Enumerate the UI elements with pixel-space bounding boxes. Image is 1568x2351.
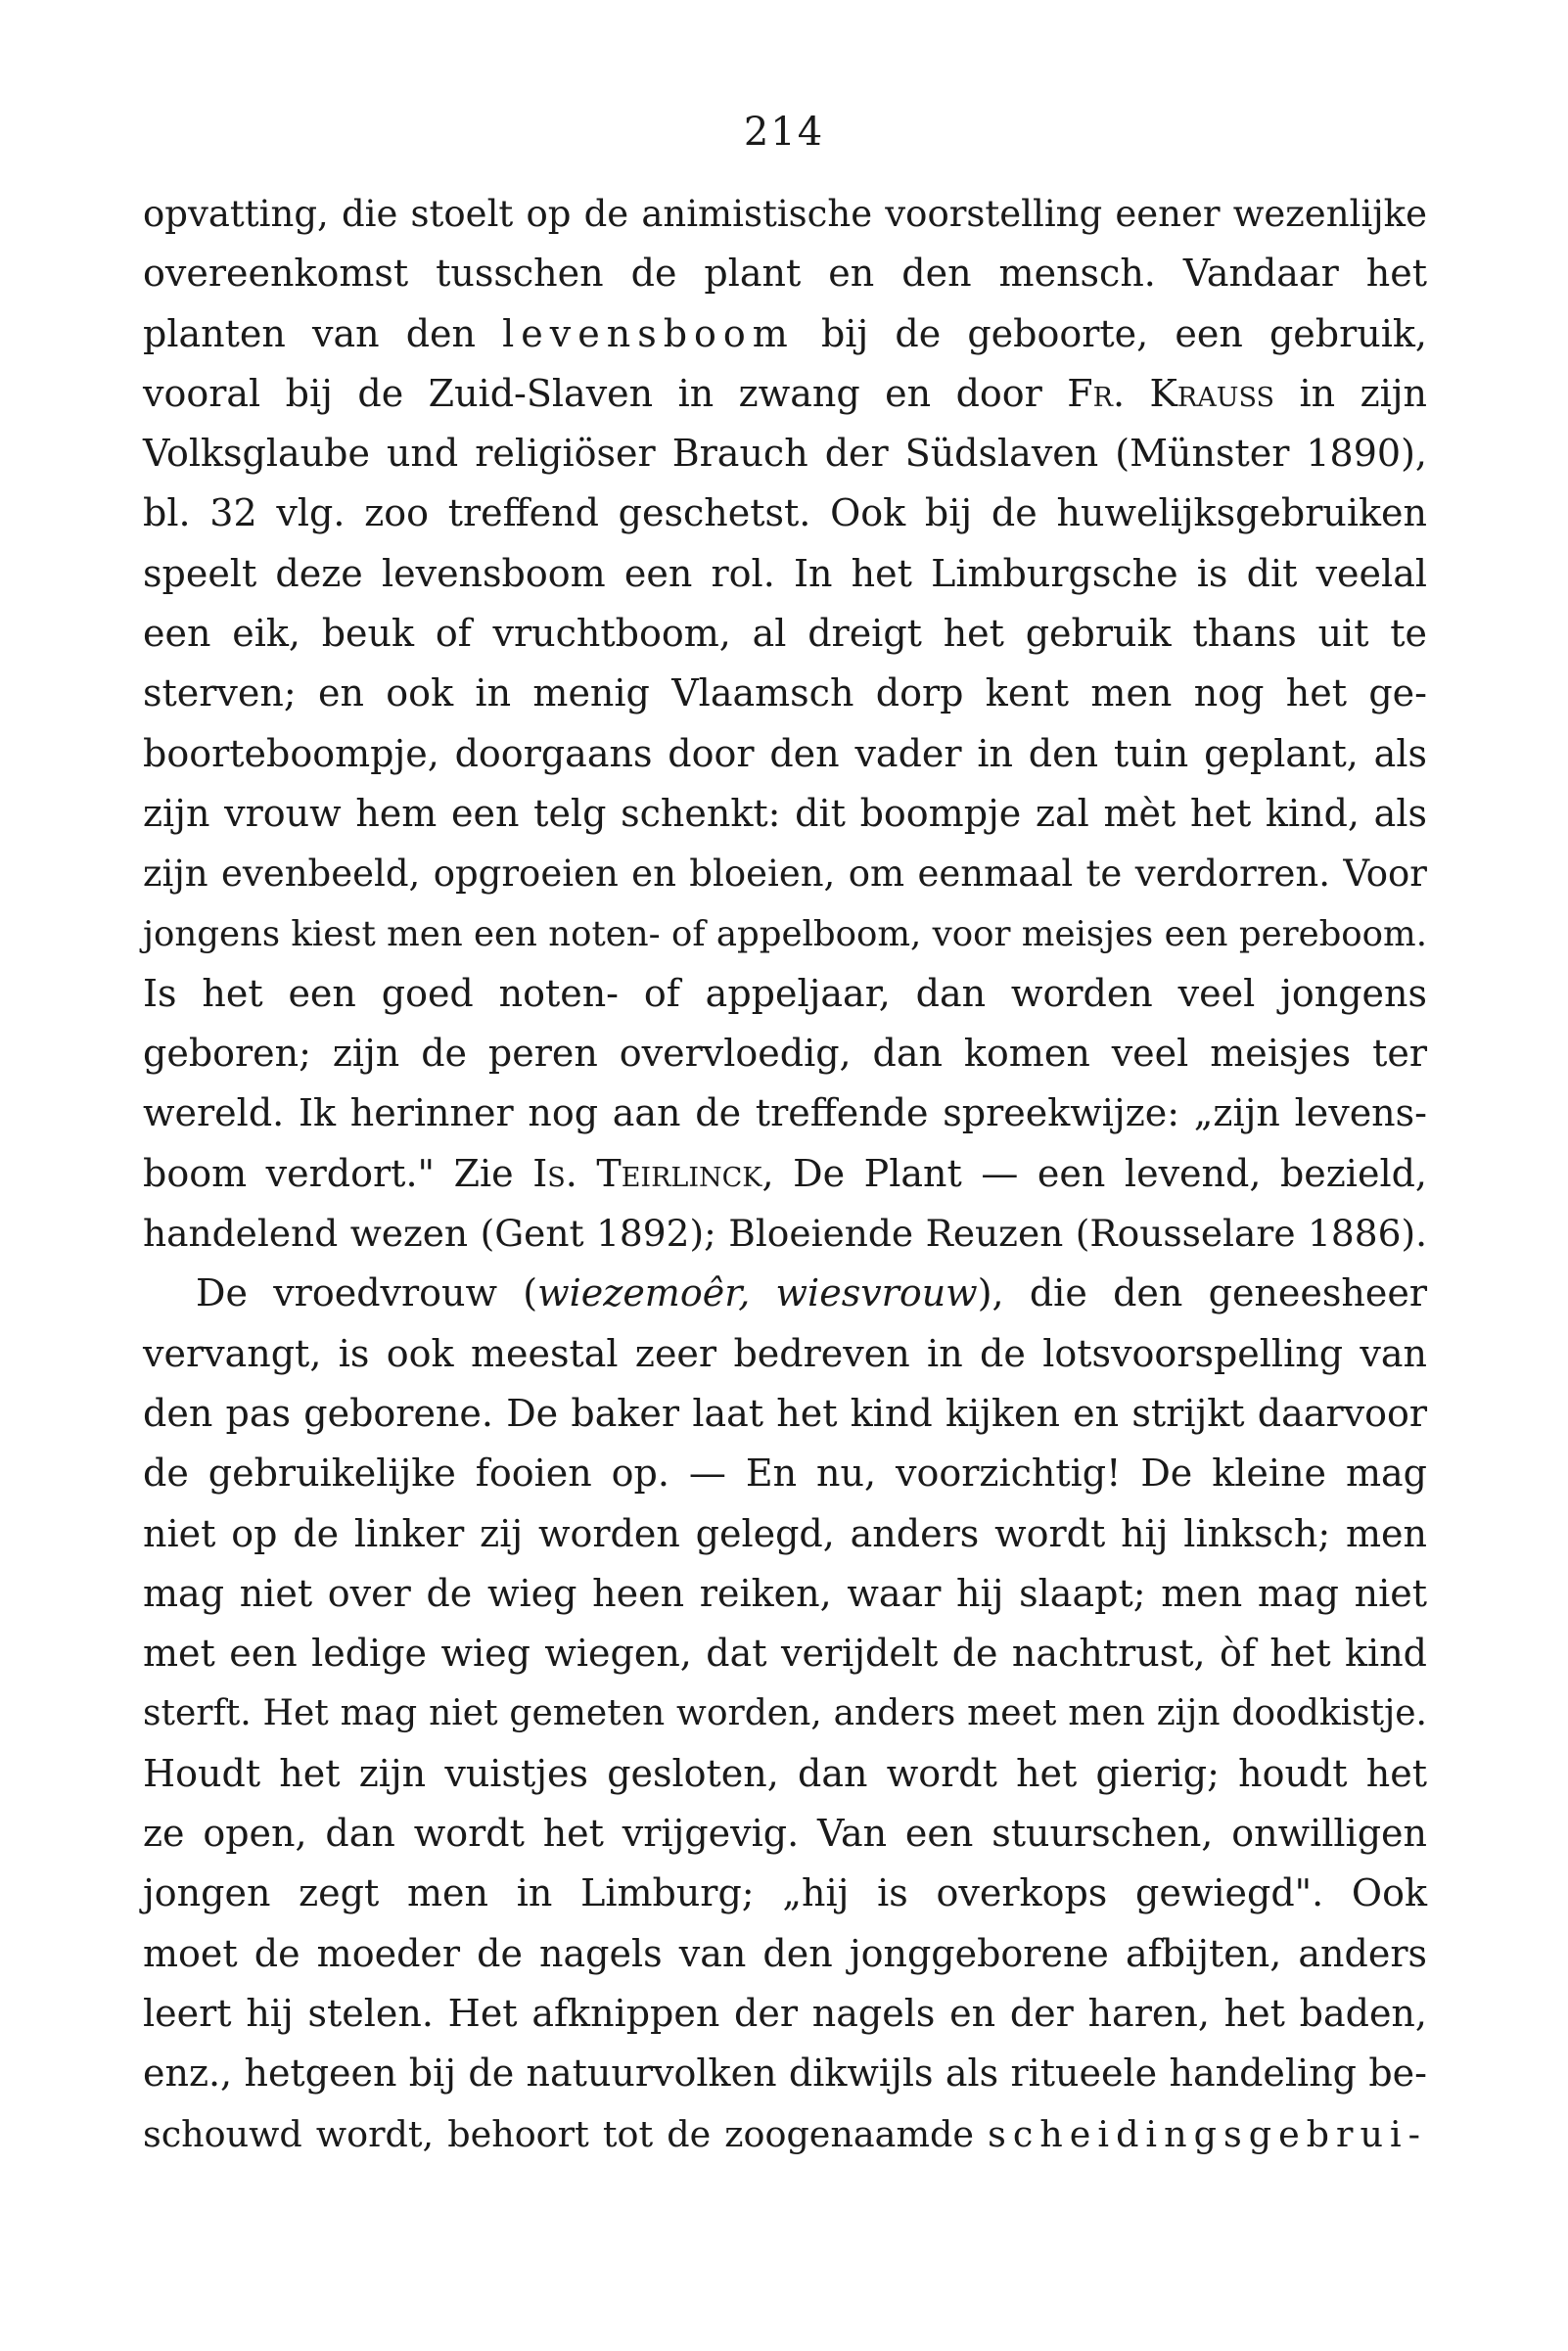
text-line: sterft. Het mag niet gemeten worden, anders meet men zijn doodkistje.: [143, 1693, 1427, 1734]
text-line: de gebruikelijke fooien op. — En nu, voorzichtig! De kleine mag: [143, 1452, 1427, 1496]
text-line: Is het een goed noten- of appeljaar, dan worden veel jongens: [143, 971, 1427, 1015]
text-line: jongen zegt men in Limburg; „hij is overkops gewiegd". Ook: [143, 1871, 1427, 1915]
text-line: planten van den levensboom bij de geboorte, een gebruik,: [143, 311, 1427, 355]
text-line: sterven; en ook in menig Vlaamsch dorp kent men nog het ge-: [143, 671, 1427, 715]
text-line: ze open, dan wordt het vrijgevig. Van een stuurschen, onwilligen: [143, 1812, 1427, 1856]
text-line: Houdt het zijn vuistjes gesloten, dan wordt het gierig; houdt het: [143, 1751, 1427, 1795]
spaced-term-levensboom: levensboom: [502, 311, 795, 355]
text-line: wereld. Ik herinner nog aan de treffende spreekwijze: „zijn levens-: [143, 1091, 1427, 1135]
author-name-krauss: Fr. Krauss: [1067, 371, 1275, 415]
text-line: met een ledige wieg wiegen, dat verijdelt de nachtrust, òf het kind: [143, 1632, 1427, 1676]
text-line: zijn vrouw hem een telg schenkt: dit boompje zal mèt het kind, als: [143, 791, 1427, 835]
text-line: Volksglaube und religiöser Brauch der Südslaven (Münster 1890),: [143, 432, 1427, 476]
text-line: geboren; zijn de peren overvloedig, dan komen veel meisjes ter: [143, 1032, 1427, 1076]
text-line: moet de moeder de nagels van den jonggeborene afbijten, anders: [143, 1931, 1427, 1975]
text-line: vervangt, is ook meestal zeer bedreven in de lotsvoorspelling van: [143, 1331, 1427, 1375]
text-line: overeenkomst tusschen de plant en den mensch. Vandaar het: [143, 252, 1427, 296]
text-line: den pas geborene. De baker laat het kind kijken en strijkt daarvoor: [143, 1391, 1427, 1435]
body-text: [143, 184, 1427, 2164]
spaced-term-scheidingsgebruiken: scheidingsgebrui-: [988, 2112, 1427, 2155]
text-line: leert hij stelen. Het afknippen der nagels en der haren, het baden,: [143, 1991, 1427, 2035]
text-line: boorteboompje, doorgaans door den vader in den tuin geplant, als: [143, 731, 1427, 775]
text-line: schouwd wordt, behoort tot de zoogenaamde scheidingsgebrui-: [143, 2112, 1427, 2155]
text-line: De vroedvrouw (wiezemoêr, wiesvrouw), die den geneesheer: [196, 1271, 1427, 1315]
dialect-terms: wiezemoêr, wiesvrouw: [537, 1271, 978, 1315]
text-line: niet op de linker zij worden gelegd, anders wordt hij linksch; men: [143, 1511, 1427, 1555]
text-line: mag niet over de wieg heen reiken, waar hij slaapt; men mag niet: [143, 1571, 1427, 1615]
text-line: bl. 32 vlg. zoo treffend geschetst. Ook bij de huwelijksgebruiken: [143, 491, 1427, 535]
text-line: handelend wezen (Gent 1892); Bloeiende Reuzen (Rousselare 1886).: [143, 1212, 1427, 1256]
page-number: 214: [743, 110, 825, 155]
author-name-teirlinck: Is. Teirlinck: [532, 1151, 762, 1195]
text-line: opvatting, die stoelt op de animistische voorstelling eener wezenlijke: [143, 193, 1427, 235]
text-line: een eik, beuk of vruchtboom, al dreigt het gebruik thans uit te: [143, 612, 1427, 656]
text-line: boom verdort." Zie Is. Teirlinck, De Plant — een levend, bezield,: [143, 1151, 1428, 1195]
text-line: enz., hetgeen bij de natuurvolken dikwijls als ritueele handeling be-: [143, 2051, 1427, 2096]
text-line: vooral bij de Zuid-Slaven in zwang en door Fr. Krauss in zijn: [143, 371, 1427, 415]
text-line: jongens kiest men een noten- of appelboom, voor meisjes een pereboom.: [143, 913, 1427, 954]
text-line: zijn evenbeeld, opgroeien en bloeien, om eenmaal te verdorren. Voor: [143, 853, 1427, 896]
text-line: speelt deze levensboom een rol. In het Limburgsche is dit veelal: [143, 551, 1427, 595]
